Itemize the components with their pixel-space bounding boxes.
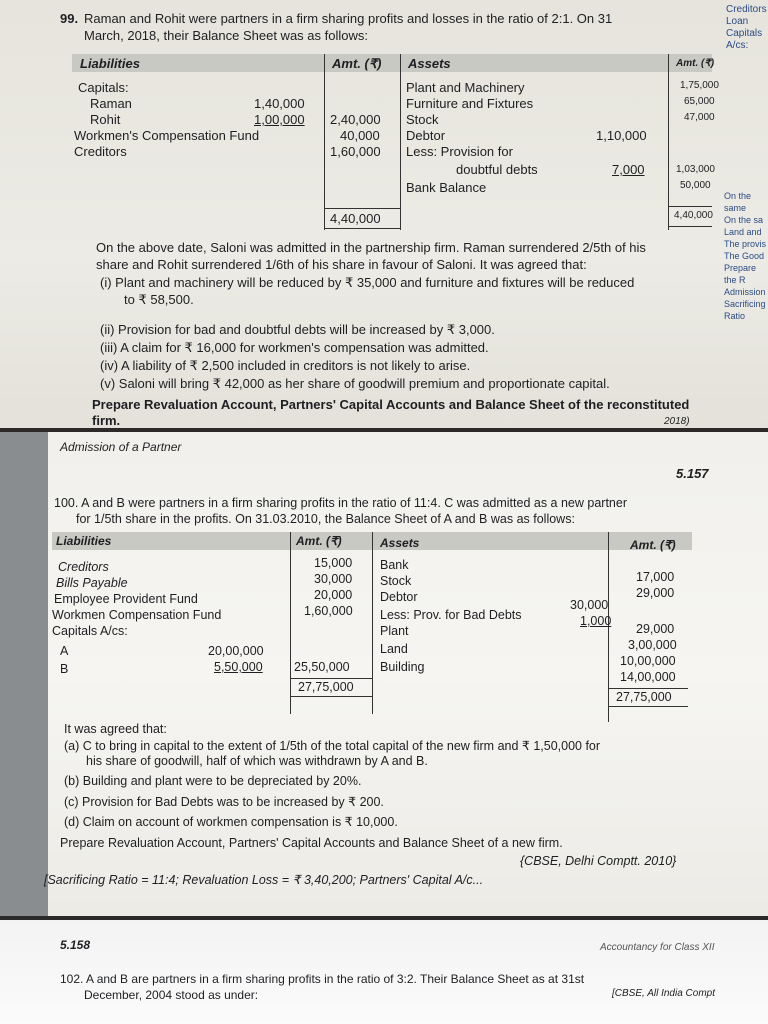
debtor-gross: 30,000 (570, 598, 609, 612)
th-amount2: Amt. (₹) (676, 58, 715, 69)
condition-iii: (iii) A claim for ₹ 16,000 for workmen's compensation was admitted. (100, 340, 489, 355)
condition-a-cont: his share of goodwill, half of which was withdrawn by A and B. (86, 754, 428, 768)
page-3 (0, 920, 768, 1024)
table-divider (290, 532, 291, 714)
asset-less-provision: Less: Prov. for Bad Debts (380, 608, 522, 622)
page-number: 5.157 (676, 466, 709, 481)
prepare-instruction: Prepare Revaluation Account, Partners' Capital Accounts and Balance Sheet of the reconstituted (92, 397, 690, 412)
b-capital: 5,50,000 (214, 660, 263, 674)
bills-amount: 30,000 (314, 572, 353, 586)
asset-stock: Stock (406, 112, 439, 127)
book-title: Accountancy for Class XII (600, 942, 715, 953)
total-rule (608, 706, 688, 707)
wcf-amount: 1,60,000 (304, 604, 353, 618)
liab-total: 4,40,000 (330, 211, 381, 226)
liab-epf: Employee Provident Fund (54, 592, 198, 606)
question-text-line1: 102. A and B are partners in a firm sharing profits in the ratio of 3:2. Their Balance Sheet as at 31st (60, 972, 585, 986)
th-assets: Assets (380, 536, 420, 550)
exam-year: 2018) (664, 416, 690, 427)
asset-stock: Stock (380, 574, 412, 588)
liab-rohit: Rohit (90, 112, 121, 127)
asset-plant: Plant and Machinery (406, 80, 525, 95)
condition-c: (c) Provision for Bad Debts was to be increased by ₹ 200. (64, 795, 384, 809)
page-1 (0, 0, 768, 428)
total-rule (668, 206, 712, 207)
liab-raman: Raman (90, 96, 132, 111)
liab-capitals: Capitals: (78, 80, 129, 95)
side-notes-right: On the same On the sa Land and The provis The Good Prepare the R Admission Sacrificing Ratio (724, 191, 767, 321)
stock-amount: 29,000 (636, 586, 675, 600)
table-divider (400, 54, 401, 230)
prepare-instruction-cont: firm. (92, 413, 121, 428)
total-rule (668, 226, 712, 227)
running-header: Admission of a Partner (60, 440, 182, 454)
plant-amount: 1,75,000 (680, 80, 719, 91)
question-source: {CBSE, Delhi Comptt. 2010} (520, 854, 677, 868)
asset-debtor: Debtor (380, 590, 418, 604)
liab-wcf: Workmen Compensation Fund (52, 608, 222, 622)
asset-doubtful-debts: doubtful debts (456, 162, 538, 177)
balance-sheet-header (72, 54, 715, 72)
total-rule (324, 208, 400, 209)
answer-hint: [Sacrificing Ratio = 11:4; Revaluation Loss = ₹ 3,40,200; Partners' Capital A/c... (44, 873, 484, 887)
creditors-amount: 1,60,000 (330, 144, 381, 159)
asset-debtor: Debtor (406, 128, 446, 143)
condition-i-cont: to ₹ 58,500. (124, 292, 194, 307)
asset-plant: Plant (380, 624, 409, 638)
asset-land: Land (380, 642, 408, 656)
condition-b: (b) Building and plant were to be depreciated by 20%. (64, 774, 362, 788)
asset-bank: Bank Balance (406, 180, 487, 195)
debtor-net-amount: 29,000 (636, 622, 675, 636)
debtor-provision: 7,000 (612, 162, 645, 177)
total-rule (290, 696, 372, 697)
asset-total: 27,75,000 (616, 690, 672, 704)
condition-ii: (ii) Provision for bad and doubtful debts will be increased by ₹ 3,000. (100, 322, 495, 337)
building-amount: 14,00,000 (620, 670, 676, 684)
question-text-line2: for 1/5th share in the profits. On 31.03.2010, the Balance Sheet of A and B was as follows: (76, 512, 575, 526)
capital-total: 25,50,000 (294, 660, 350, 674)
asset-building: Building (380, 660, 425, 674)
liab-bills: Bills Payable (56, 576, 128, 590)
stock-amount: 47,000 (684, 112, 715, 123)
debtor-net-amount: 1,03,000 (676, 164, 715, 175)
epf-amount: 20,000 (314, 588, 353, 602)
th-amount: Amt. (₹) (296, 534, 342, 548)
rohit-capital: 1,00,000 (254, 112, 305, 127)
agreed-heading: It was agreed that: (64, 722, 167, 736)
th-liabilities: Liabilities (80, 56, 140, 71)
condition-v: (v) Saloni will bring ₹ 42,000 as her share of goodwill premium and proportionate capital. (100, 376, 610, 391)
table-divider (372, 532, 373, 714)
th-liabilities: Liabilities (56, 534, 112, 548)
capital-total: 2,40,000 (330, 112, 381, 127)
liab-a: A (60, 644, 69, 658)
liab-b: B (60, 662, 69, 676)
table-divider (668, 54, 669, 230)
debtor-provision: 1,000 (580, 614, 612, 628)
condition-iv: (iv) A liability of ₹ 2,500 included in creditors is not likely to arise. (100, 358, 471, 373)
asset-less-provision: Less: Provision for (406, 144, 513, 159)
liab-capitals: Capitals A/cs: (52, 624, 128, 638)
table-divider (324, 54, 325, 230)
liab-creditors: Creditors (58, 560, 109, 574)
condition-i: (i) Plant and machinery will be reduced by ₹ 35,000 and furniture and fixtures will be reduced (100, 275, 635, 290)
furniture-amount: 65,000 (684, 96, 715, 107)
a-capital: 20,00,000 (208, 644, 264, 658)
asset-bank: Bank (380, 558, 409, 572)
raman-capital: 1,40,000 (254, 96, 305, 111)
page-2 (0, 432, 768, 916)
question-text-line2: December, 2004 stood as under: (84, 988, 259, 1002)
liab-creditors: Creditors (74, 144, 127, 159)
asset-furniture: Furniture and Fixtures (406, 96, 534, 111)
para-line2: share and Rohit surrendered 1/6th of his share in favour of Saloni. It was agreed that: (96, 257, 587, 272)
land-amount: 10,00,000 (620, 654, 676, 668)
bank-amount: 17,000 (636, 570, 675, 584)
prepare-instruction: Prepare Revaluation Account, Partners' Capital Accounts and Balance Sheet of a new firm. (60, 836, 563, 850)
total-rule (608, 688, 688, 689)
question-text-line1: Raman and Rohit were partners in a firm sharing profits and losses in the ratio of 2:1. On 31 (84, 11, 613, 26)
th-amount2: Amt. (₹) (630, 538, 676, 552)
plant-amount: 3,00,000 (628, 638, 677, 652)
question-text-line2: March, 2018, their Balance Sheet was as follows: (84, 28, 368, 43)
condition-d: (d) Claim on account of workmen compensation is ₹ 10,000. (64, 815, 398, 829)
page-edge (0, 432, 48, 916)
th-amount: Amt. (₹) (332, 56, 382, 71)
condition-a: (a) C to bring in capital to the extent of 1/5th of the total capital of the new firm and ₹ 1,50,000 for (64, 739, 601, 753)
total-rule (324, 228, 400, 229)
question-text-line1: 100. A and B were partners in a firm sharing profits in the ratio of 11:4. C was admitted as a new partner (54, 496, 627, 510)
bank-amount: 50,000 (680, 180, 711, 191)
page-number: 5.158 (60, 938, 91, 952)
th-assets: Assets (408, 56, 451, 71)
total-rule (290, 678, 372, 679)
creditors-amount: 15,000 (314, 556, 353, 570)
debtor-gross: 1,10,000 (596, 128, 647, 143)
para-line1: On the above date, Saloni was admitted in the partnership firm. Raman surrendered 2/5th of his (96, 240, 646, 255)
liab-total: 27,75,000 (298, 680, 354, 694)
side-note-right-top: Creditors Loan Capitals A/cs: (726, 4, 767, 51)
wcf-amount: 40,000 (340, 128, 380, 143)
question-source: [CBSE, All India Compt (612, 988, 716, 999)
question-number: 99. (60, 11, 79, 26)
liab-wcf: Workmen's Compensation Fund (74, 128, 260, 143)
asset-total: 4,40,000 (674, 210, 713, 221)
